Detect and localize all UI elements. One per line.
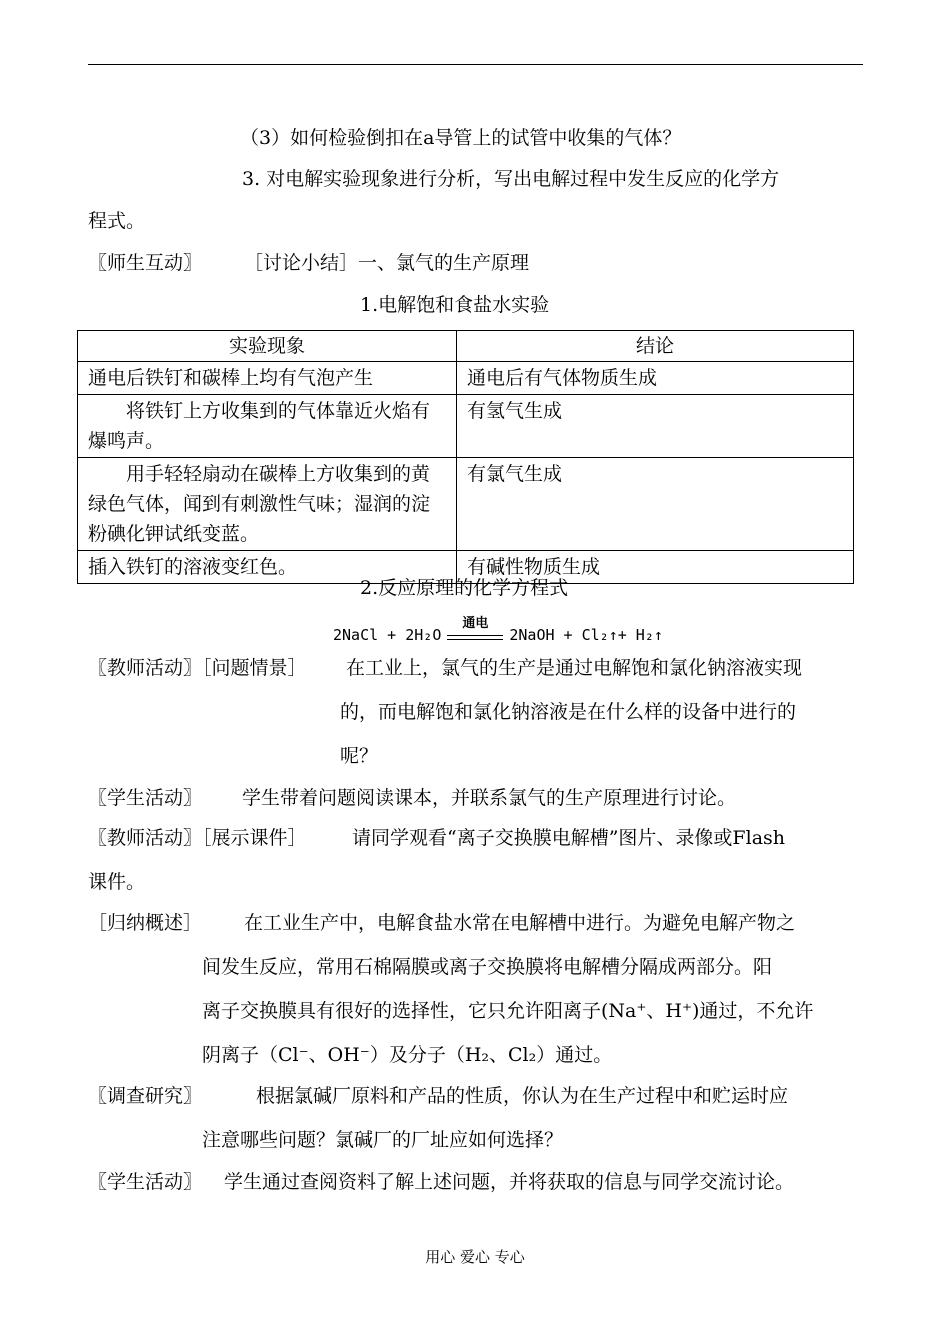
equation-title: 2.反应原理的化学方程式: [360, 577, 569, 599]
table-cell-phenomenon: 用手轻轻扇动在碳棒上方收集到的黄绿色气体，闻到有刺激性气味；湿润的淀粉碘化钾试纸变蓝。: [78, 458, 457, 551]
table-header-cell: 结论: [457, 331, 854, 362]
summary-line-1: 在工业生产中，电解食盐水常在电解槽中进行。为避免电解产物之: [244, 912, 796, 934]
table-cell-phenomenon: 将铁钉上方收集到的气体靠近火焰有爆鸣声。: [78, 395, 457, 458]
header-rule: [88, 64, 863, 65]
question-analysis: 3. 对电解实验现象进行分析，写出电解过程中发生反应的化学方: [242, 168, 780, 190]
table-cell-conclusion: 有碱性物质生成: [457, 551, 854, 584]
question-3: （3）如何检验倒扣在a导管上的试管中收集的气体？: [240, 127, 682, 149]
equation-reactants: 2NaCl + 2H₂O: [333, 626, 442, 644]
table-header-row: [78, 331, 854, 362]
table-cell-conclusion: 通电后有气体物质生成: [457, 362, 854, 395]
table-row: [78, 362, 854, 395]
student-activity-text: 学生带着问题阅读课本，并联系氯气的生产原理进行讨论。: [242, 787, 737, 809]
teacher-activity-text: 在工业上，氯气的生产是通过电解饱和氯化钠溶液实现: [346, 657, 803, 679]
interaction-text: ［讨论小结］一、氯气的生产原理: [244, 252, 530, 274]
experiment-title: 1.电解饱和食盐水实验: [360, 294, 550, 316]
teacher-activity-2-tag: 〖教师活动〗［展示课件］: [88, 827, 307, 849]
summary-line-2: 间发生反应，常用石棉隔膜或离子交换膜将电解槽分隔成两部分。阳: [202, 956, 773, 978]
teacher-activity-text-end: 呢？: [340, 745, 379, 767]
table-cell-conclusion: 有氢气生成: [457, 395, 854, 458]
chemical-equation: [333, 615, 663, 645]
research-line-2: 注意哪些问题？氯碱厂的厂址应如何选择？: [202, 1129, 564, 1151]
summary-line-4: 阴离子（Cl⁻、OH⁻）及分子（H₂、Cl₂）通过。: [202, 1044, 613, 1066]
student-activity-2-text: 学生通过查阅资料了解上述问题，并将获取的信息与同学交流讨论。: [224, 1171, 795, 1193]
experiment-table: [77, 330, 854, 584]
reaction-arrow: [447, 615, 503, 645]
page-footer: 用心 爱心 专心: [425, 1248, 525, 1266]
table-cell-phenomenon: 插入铁钉的溶液变红色。: [78, 551, 457, 584]
reaction-condition: 通电: [462, 615, 489, 631]
student-activity-2-tag: 〖学生活动〗: [88, 1171, 203, 1193]
research-tag: 〖调查研究〗: [88, 1085, 203, 1107]
question-analysis-cont: 程式。: [88, 210, 146, 232]
table-cell-phenomenon: 通电后铁钉和碳棒上均有气泡产生: [78, 362, 457, 395]
table-header-cell: 实验现象: [78, 331, 457, 362]
teacher-activity-tag: 〖教师活动〗［问题情景］: [88, 657, 307, 679]
table-row: [78, 458, 854, 551]
summary-line-3: 离子交换膜具有很好的选择性，它只允许阳离子(Na⁺、H⁺)通过，不允许: [202, 1000, 814, 1022]
interaction-tag: 〖师生互动〗: [88, 252, 203, 274]
teacher-activity-2-cont: 课件。: [88, 871, 146, 893]
summary-tag: ［归纳概述］: [88, 912, 203, 934]
table-row: [78, 395, 854, 458]
research-line-1: 根据氯碱厂原料和产品的性质，你认为在生产过程中和贮运时应: [256, 1085, 789, 1107]
equation-products: 2NaOH + Cl₂↑+ H₂↑: [509, 626, 663, 644]
teacher-activity-text-cont: 的，而电解饱和氯化钠溶液是在什么样的设备中进行的: [340, 701, 797, 723]
table-cell-conclusion: 有氯气生成: [457, 458, 854, 551]
student-activity-tag: 〖学生活动〗: [88, 787, 203, 809]
teacher-activity-2-text: 请同学观看“离子交换膜电解槽”图片、录像或Flash: [352, 827, 786, 849]
